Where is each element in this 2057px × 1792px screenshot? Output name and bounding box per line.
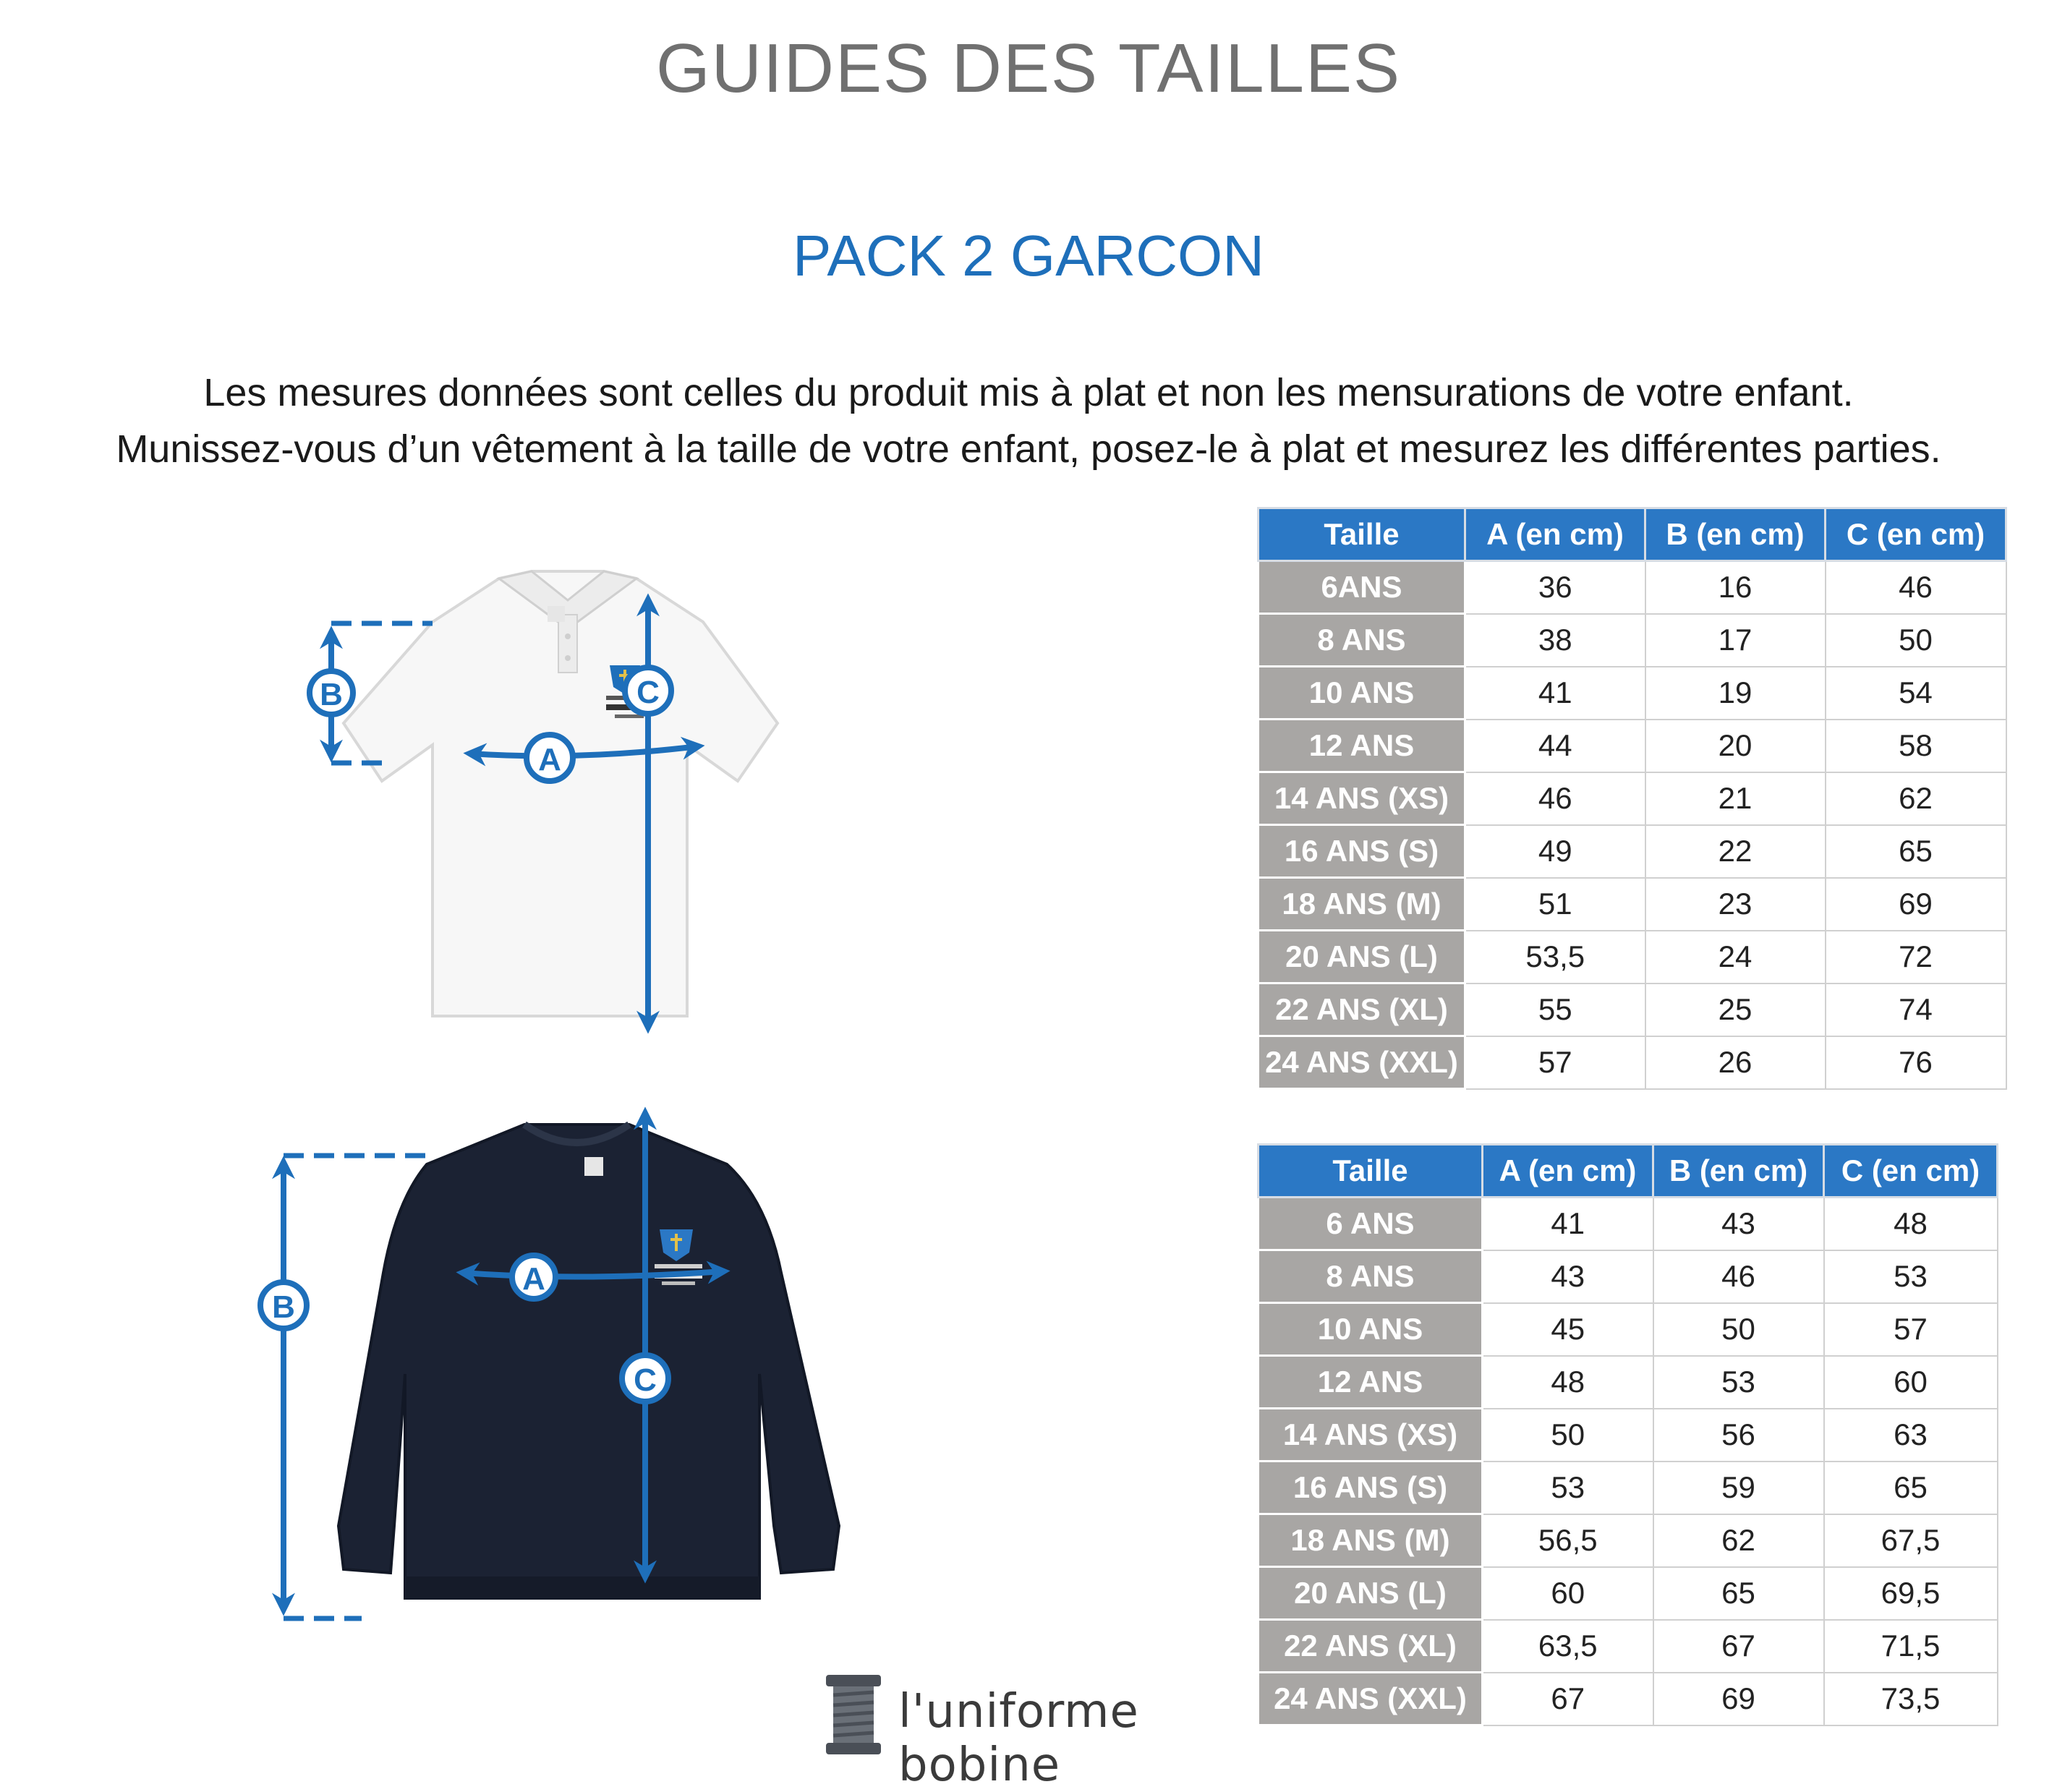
size-cell: 24 ANS (XXL) [1259,1036,1465,1089]
table-row [1259,772,2006,825]
measure-cell: 59 [1653,1462,1824,1514]
measure-cell: 60 [1483,1567,1653,1620]
measure-cell: 74 [1826,984,2006,1036]
measure-cell: 67 [1653,1620,1824,1673]
size-cell: 24 ANS (XXL) [1259,1673,1483,1725]
polo-shirt [344,571,778,1016]
measure-cell: 51 [1465,878,1645,931]
svg-text:C: C [634,1362,657,1398]
sweat-label [584,1157,603,1176]
table-row [1259,1356,1998,1409]
table-row [1259,561,2006,614]
measure-cell: 46 [1653,1250,1824,1303]
measure-cell: 45 [1483,1303,1653,1356]
measure-cell: 20 [1645,720,1826,772]
size-cell: 6 ANS [1259,1198,1483,1250]
size-cell: 22 ANS (XL) [1259,1620,1483,1673]
table-row [1259,1198,1998,1250]
measure-cell: 65 [1653,1567,1824,1620]
brand-name: l'uniforme bobine [898,1685,1139,1792]
measure-cell: 48 [1824,1198,1998,1250]
measure-cell: 67 [1483,1673,1653,1725]
sweat-body [338,1125,839,1598]
table-header-row [1259,1145,1998,1198]
measure-cell: 46 [1465,772,1645,825]
measure-cell: 19 [1645,667,1826,720]
measure-cell: 63 [1824,1409,1998,1462]
size-cell: 18 ANS (M) [1259,1514,1483,1567]
polo-label [548,606,565,622]
measure-cell: 53,5 [1465,931,1645,984]
svg-text:C: C [636,675,660,710]
measure-cell: 17 [1645,614,1826,667]
size-cell: 22 ANS (XL) [1259,984,1465,1036]
measure-cell: 38 [1465,614,1645,667]
page-title: GUIDES DES TAILLES [655,30,1402,107]
size-cell: 20 ANS (L) [1259,931,1465,984]
table-row [1259,667,2006,720]
measure-cell: 50 [1653,1303,1824,1356]
size-cell: 8 ANS [1259,1250,1483,1303]
size-cell: 16 ANS (S) [1259,1462,1483,1514]
intro-line-1: Les mesures données sont celles du produit mis à plat et non les mensurations de votre enfant. [203,371,1854,414]
measure-cell: 50 [1826,614,2006,667]
size-cell: 14 ANS (XS) [1259,1409,1483,1462]
table-row [1259,1409,1998,1462]
svg-text:B: B [272,1289,295,1325]
measure-cell: 44 [1465,720,1645,772]
measure-cell: 43 [1483,1250,1653,1303]
measure-cell: 62 [1826,772,2006,825]
header-a: A (en cm) [1483,1145,1653,1198]
measure-cell: 41 [1483,1198,1653,1250]
table-row [1259,1462,1998,1514]
measure-cell: 67,5 [1824,1514,1998,1567]
measure-cell: 54 [1826,667,2006,720]
size-table-polo [1257,507,2007,1090]
intro-line-2: Munissez-vous d’un vêtement à la taille de votre enfant, posez-le à plat et mesurez les différentes parties. [116,427,1941,471]
svg-text:A: A [538,742,561,777]
measure-cell: 53 [1653,1356,1824,1409]
brand-logo [817,1671,1251,1792]
size-cell: 12 ANS [1259,720,1465,772]
measure-cell: 46 [1826,561,2006,614]
size-cell: 18 ANS (M) [1259,878,1465,931]
measure-cell: 55 [1465,984,1645,1036]
table-row [1259,984,2006,1036]
measure-cell: 65 [1824,1462,1998,1514]
header-c: C (en cm) [1826,508,2006,561]
measure-cell: 57 [1824,1303,1998,1356]
table-row [1259,1514,1998,1567]
measure-cell: 69 [1653,1673,1824,1725]
header-taille: Taille [1259,508,1465,561]
measure-cell: 21 [1645,772,1826,825]
table-row [1259,1303,1998,1356]
measure-cell: 62 [1653,1514,1824,1567]
measure-cell: 16 [1645,561,1826,614]
header-b: B (en cm) [1653,1145,1824,1198]
table-row [1259,1567,1998,1620]
sweatshirt [338,1125,839,1598]
size-cell: 20 ANS (L) [1259,1567,1483,1620]
measure-cell: 50 [1483,1409,1653,1462]
measure-cell: 43 [1653,1198,1824,1250]
table-header-row [1259,508,2006,561]
size-cell: 10 ANS [1259,667,1465,720]
measure-cell: 49 [1465,825,1645,878]
header-b: B (en cm) [1645,508,1826,561]
size-cell: 16 ANS (S) [1259,825,1465,878]
table-row [1259,878,2006,931]
table-row [1259,825,2006,878]
measure-cell: 65 [1826,825,2006,878]
table-row [1259,614,2006,667]
measure-cell: 56,5 [1483,1514,1653,1567]
table-row [1259,720,2006,772]
size-table-sweatshirt [1257,1143,1998,1726]
svg-text:B: B [320,677,343,712]
size-cell: 8 ANS [1259,614,1465,667]
measure-cell: 60 [1824,1356,1998,1409]
table-row [1259,1620,1998,1673]
measure-cell: 73,5 [1824,1673,1998,1725]
table-row [1259,1250,1998,1303]
size-cell: 12 ANS [1259,1356,1483,1409]
measure-cell: 22 [1645,825,1826,878]
header-c: C (en cm) [1824,1145,1998,1198]
measure-cell: 57 [1465,1036,1645,1089]
measure-cell: 58 [1826,720,2006,772]
section-title: PACK 2 GARCON [793,223,1264,288]
measure-cell: 53 [1483,1462,1653,1514]
measure-cell: 69,5 [1824,1567,1998,1620]
measure-cell: 56 [1653,1409,1824,1462]
size-cell: 6ANS [1259,561,1465,614]
svg-text:A: A [522,1261,545,1297]
measure-cell: 41 [1465,667,1645,720]
polo-placket [558,615,577,673]
measure-cell: 53 [1824,1250,1998,1303]
measure-cell: 24 [1645,931,1826,984]
measure-cell: 63,5 [1483,1620,1653,1673]
header-taille: Taille [1259,1145,1483,1198]
measure-cell: 26 [1645,1036,1826,1089]
measure-cell: 25 [1645,984,1826,1036]
measure-cell: 48 [1483,1356,1653,1409]
measure-cell: 69 [1826,878,2006,931]
measure-cell: 36 [1465,561,1645,614]
measure-cell: 76 [1826,1036,2006,1089]
measure-cell: 71,5 [1824,1620,1998,1673]
measure-cell: 72 [1826,931,2006,984]
measure-cell: 23 [1645,878,1826,931]
table-row [1259,1036,2006,1089]
size-cell: 14 ANS (XS) [1259,772,1465,825]
size-cell: 10 ANS [1259,1303,1483,1356]
thread-spool-icon [817,1671,890,1757]
table-row [1259,931,2006,984]
header-a: A (en cm) [1465,508,1645,561]
table-row [1259,1673,1998,1725]
